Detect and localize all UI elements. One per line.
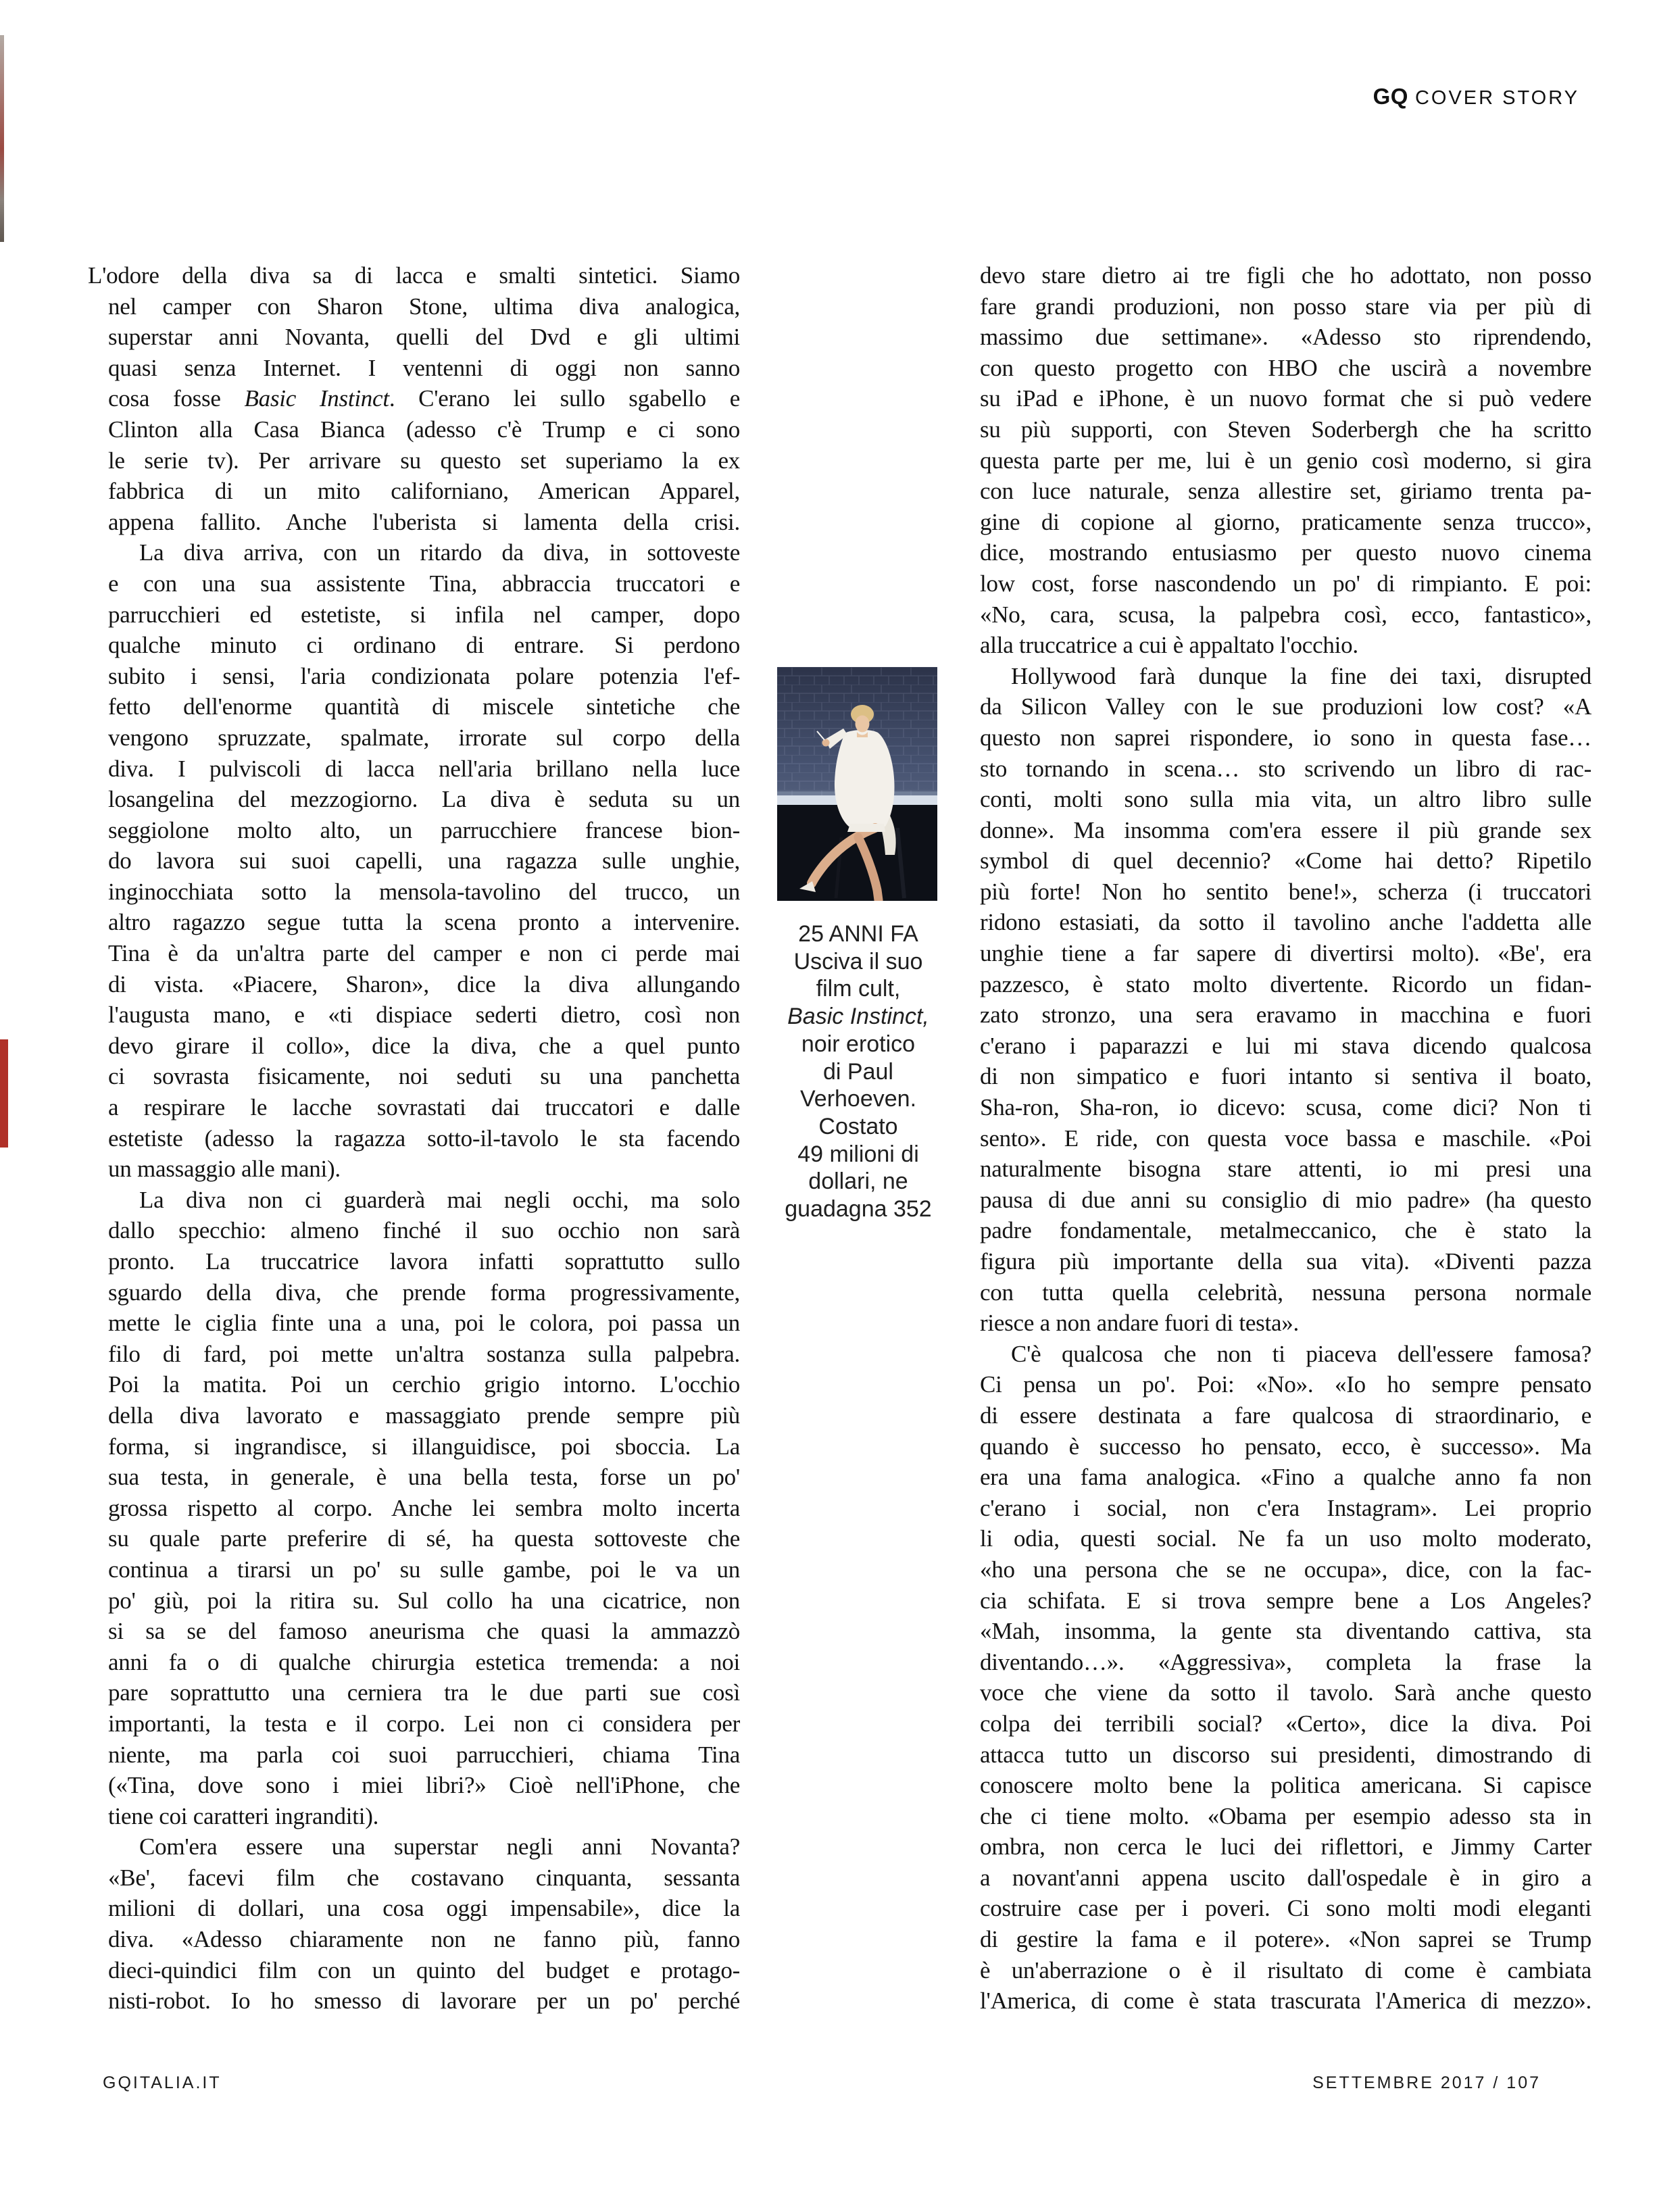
text-line: milioni di dollari, una cosa oggi impensabile», dice la — [108, 1895, 740, 1922]
text-line: estetiste (adesso la ragazza sotto-il-tavolo le sta facendo — [108, 1125, 740, 1152]
text-line: quasi senza Internet. I ventenni di oggi non sanno — [108, 354, 740, 381]
text-line: subito i sensi, l'aria condizionata polare potenzia l'ef- — [108, 662, 740, 689]
text-line: riesce a non andare fuori di testa». — [980, 1310, 1300, 1337]
text-line: ridono estasiati, da sotto il tavolino anche l'addetta alle — [980, 909, 1591, 936]
text-line: massimo due settimane». «Adesso sto riprendendo, — [980, 324, 1591, 351]
text-line: parrucchieri ed estetiste, si infila nel camper, dopo — [108, 601, 740, 628]
text-line: diva. I pulviscoli di lacca nell'aria brillano nella luce — [108, 755, 740, 782]
page-edge-artifact — [0, 35, 4, 242]
text-line: l'America, di come è stata trascurata l'America di mezzo». — [980, 1988, 1591, 2015]
text-line: fabbrica di un mito californiano, American Apparel, — [108, 478, 740, 505]
caption-line: Basic Instinct, — [787, 1004, 929, 1030]
text-line: più forte! Non ho sentito bene!», scherza (i truccatori — [980, 878, 1591, 905]
text-line: costruire case per i poveri. Ci sono molti modi eleganti — [980, 1895, 1591, 1922]
text-line: L'odore della diva sa di lacca e smalti sintetici. Siamo — [88, 262, 740, 289]
text-line: «Be', facevi film che costavano cinquanta, sessanta — [108, 1864, 740, 1891]
text-line: seggiolone molto alto, un parrucchiere francese bion- — [108, 816, 740, 843]
text-line: appena fallito. Anche l'uberista si lamenta della crisi. — [108, 508, 740, 535]
text-line: donne». Ma insomma com'era essere il più grande sex — [980, 816, 1591, 843]
caption-line: Costato — [818, 1113, 898, 1139]
text-line: pazzesco, è stato molto divertente. Ricordo un fidan- — [980, 970, 1591, 997]
text-line: questo non saprei rispondere, io sono in questa fase… — [980, 724, 1591, 751]
text-line: un massaggio alle mani). — [108, 1156, 341, 1183]
text-line: qualche minuto ci ordinano di entrare. Si perdono — [108, 632, 740, 659]
text-line: dice, mostrando entusiasmo per questo nuovo cinema — [980, 539, 1591, 566]
text-line: «Mah, insomma, la gente sta diventando cattiva, sta — [980, 1618, 1591, 1645]
text-line: era una fama analogica. «Fino a qualche anno fa non — [980, 1464, 1591, 1491]
hand — [822, 739, 830, 747]
text-line: cia schifata. E si trova sempre bene a Los Angeles? — [980, 1587, 1591, 1614]
text-line: dieci-quindici film con un quinto del budget e protago- — [108, 1956, 740, 1983]
text-line: è un'aberrazione o è il risultato di come è cambiata — [980, 1956, 1591, 1983]
article-column-left — [88, 260, 740, 2017]
text-line: Com'era essere una superstar negli anni Novanta? — [139, 1833, 740, 1860]
text-line: di vista. «Piacere, Sharon», dice la diva allungando — [108, 970, 740, 997]
caption-line: dollari, ne — [808, 1168, 908, 1195]
caption-line: film cult, — [816, 976, 901, 1002]
text-line: ombra, non cerca le luci dei riflettori, e Jimmy Carter — [980, 1833, 1591, 1860]
text-line: cosa fosse Basic Instinct. C'erano lei sullo sgabello e — [108, 385, 740, 412]
caption-line: 25 ANNI FA — [798, 921, 918, 947]
text-line: gine di copione al giorno, praticamente senza trucco», — [980, 508, 1591, 535]
text-line: a novant'anni appena uscito dall'ospedale è in giro a — [980, 1864, 1591, 1891]
gq-logo: GQ — [1373, 84, 1408, 109]
page-header — [1373, 84, 1579, 111]
text-line: do lavora sui suoi capelli, una ragazza sulle unghie, — [108, 847, 740, 874]
text-line: figura più importante della sua vita). «Diventi pazza — [980, 1248, 1591, 1275]
text-line: unghie tiene a far sapere di divertirsi molto). «Be', era — [980, 940, 1591, 967]
caption-line: Usciva il suo — [793, 948, 923, 975]
text-line: altro ragazzo segue tutta la scena pronto a intervenire. — [108, 909, 740, 936]
text-line: C'è qualcosa che non ti piaceva dell'essere famosa? — [1011, 1340, 1591, 1367]
text-line: sento». E ride, con questa voce bassa e maschile. «Poi — [980, 1125, 1591, 1152]
text-line: pare soprattutto una cerniera tra le due parti sue così — [108, 1679, 740, 1706]
text-line: grossa rispetto al corpo. Anche lei sembra molto incerta — [108, 1494, 740, 1521]
text-line: c'erano i paparazzi e lui mi stava dicendo qualcosa — [980, 1032, 1591, 1059]
text-line: diventando…». «Aggressiva», completa la frase la — [980, 1648, 1591, 1675]
text-line: c'erano i social, non c'era Instagram». Lei proprio — [980, 1494, 1591, 1521]
text-line: forma, si ingrandisce, si illanguidisce, poi sboccia. La — [108, 1433, 740, 1460]
section-title: COVER STORY — [1414, 87, 1579, 109]
text-line: superstar anni Novanta, quelli del Dvd e gli ultimi — [108, 324, 740, 351]
text-line: alla truccatrice a cui è appaltato l'occhio. — [980, 632, 1358, 659]
text-line: pronto. La truccatrice lavora infatti soprattutto sullo — [108, 1248, 740, 1275]
text-line: mette le ciglia finte una a una, poi le colora, poi passa un — [108, 1310, 740, 1337]
text-line: «ho una persona che se ne occupa», dice, con la fac- — [980, 1556, 1591, 1583]
caption-line: Verhoeven. — [799, 1086, 917, 1112]
text-line: naturalmente bisogna stare attenti, io mi presi una — [980, 1156, 1591, 1183]
text-line: fare grandi produzioni, non posso stare via per più di — [980, 293, 1591, 320]
text-line: di non simpatico e fuori intanto si sentiva il boato, — [980, 1063, 1591, 1090]
text-line: si sa se del famoso aneurisma che quasi la ammazzò — [108, 1618, 740, 1645]
text-line: La diva non ci guarderà mai negli occhi, ma solo — [139, 1186, 740, 1213]
text-line: su più supporti, con Steven Soderbergh che ha scritto — [980, 416, 1591, 443]
text-line: niente, ma parla coi suoi parrucchieri, chiama Tina — [108, 1741, 740, 1768]
text-line: con questo progetto con HBO che uscirà a novembre — [980, 354, 1591, 381]
text-line: l'augusta mano, e «ti dispiace sederti dietro, così non — [108, 1002, 740, 1029]
text-line: losangelina del mezzogiorno. La diva è seduta su un — [108, 786, 740, 813]
footer-site-url: GQITALIA.IT — [103, 2073, 222, 2092]
text-line: conoscere molto bene la politica americana. Si capisce — [980, 1772, 1591, 1799]
text-line: padre fondamentale, metalmeccanico, che è stato la — [980, 1217, 1591, 1244]
text-line: tiene coi caratteri ingranditi). — [108, 1802, 379, 1829]
caption-line: guadagna 352 — [785, 1196, 932, 1223]
text-line: le serie tv). Per arrivare su questo set superiamo la ex — [108, 447, 740, 474]
text-line: li odia, questi social. Ne fa un uso molto moderato, — [980, 1525, 1591, 1552]
text-line: di essere destinata a fare qualcosa di straordinario, e — [980, 1402, 1591, 1429]
text-line: attacca tutto un discorso sui presidenti, dimostrando di — [980, 1741, 1591, 1768]
text-line: La diva arriva, con un ritardo da diva, in sottoveste — [139, 539, 740, 566]
text-line: quando è successo ho pensato, ecco, è successo». Ma — [980, 1433, 1591, 1460]
text-line: zato stronzo, una sera eravamo in macchina e fuori — [980, 1002, 1591, 1029]
text-line: ci sovrasta fisicamente, noi seduti su una panchetta — [108, 1063, 740, 1090]
text-line: voce che viene da sotto il tavolo. Sarà anche questo — [980, 1679, 1591, 1706]
text-line: a respirare le lacche sovrastati dai truccatori e dalle — [108, 1094, 740, 1121]
text-line: anni fa o di qualche chirurgia estetica tremenda: a noi — [108, 1648, 740, 1675]
text-line: Tina è da un'altra parte del camper e non ci perde mai — [108, 940, 740, 967]
text-line: diva. «Adesso chiaramente non ne fanno più, fanno — [108, 1926, 740, 1953]
text-line: dallo specchio: almeno finché il suo occhio non sarà — [108, 1217, 740, 1244]
article-column-right — [980, 260, 1591, 2017]
text-line: inginocchiata sotto la mensola-tavolino del trucco, un — [108, 878, 740, 905]
text-line: sua testa, in generale, è una bella testa, forse un po' — [108, 1464, 740, 1491]
text-line: con luce naturale, senza allestire set, giriamo trenta pa- — [980, 478, 1591, 505]
text-line: e con una sua assistente Tina, abbraccia truccatori e — [108, 570, 740, 597]
photo-caption — [747, 920, 970, 1223]
caption-line: di Paul — [823, 1058, 893, 1085]
text-line: Clinton alla Casa Bianca (adesso c'è Trump e ci sono — [108, 416, 740, 443]
text-line: vengono spruzzate, spalmate, irrorate sul corpo della — [108, 724, 740, 751]
text-line: su iPad e iPhone, è un nuovo format che si può vedere — [980, 385, 1591, 412]
text-line: su quale parte preferire di sé, ha questa sottoveste che — [108, 1525, 740, 1552]
text-line: filo di fard, poi mette un'altra sostanza sulla palpebra. — [108, 1340, 740, 1367]
text-line: pausa di due anni su consiglio di mio padre» (ha questo — [980, 1186, 1591, 1213]
text-line: sto tornando in scena… sto scrivendo un libro di rac- — [980, 755, 1591, 782]
text-line: della diva lavorato e massaggiato prende sempre più — [108, 1402, 740, 1429]
text-line: devo girare il collo», dice la diva, che a quel punto — [108, 1032, 740, 1059]
text-line: di gestire la fama e il potere». «Non saprei se Trump — [980, 1926, 1591, 1953]
text-line: («Tina, dove sono i miei libri?» Cioè nell'iPhone, che — [108, 1772, 740, 1799]
text-line: continua a tirarsi un po' su sulle gambe, poi le va un — [108, 1556, 740, 1583]
text-line: Hollywood farà dunque la fine dei taxi, disrupted — [1011, 662, 1591, 689]
text-line: low cost, forse nascondendo un po' di rimpianto. E poi: — [980, 570, 1591, 597]
text-line: che ci tiene molto. «Obama per esempio adesso sta in — [980, 1802, 1591, 1829]
text-line: devo stare dietro ai tre figli che ho adottato, non posso — [980, 262, 1591, 289]
red-margin-bar — [0, 1039, 8, 1148]
text-line: «No, cara, scusa, la palpebra così, ecco, fantastico», — [980, 601, 1591, 628]
text-line: conti, molti sono sulla mia vita, un altro libro sulle — [980, 786, 1591, 813]
text-line: Poi la matita. Poi un cerchio grigio intorno. L'occhio — [108, 1371, 740, 1398]
text-line: nisti-robot. Io ho smesso di lavorare per un po' perché — [108, 1988, 740, 2015]
caption-line: noir erotico — [801, 1031, 916, 1057]
text-line: importanti, la testa e il corpo. Lei non ci considera per — [108, 1710, 740, 1737]
text-line: Sha-ron, Sha-ron, io dicevo: scusa, come dici? Non ti — [980, 1094, 1591, 1121]
text-line: Ci pensa un po'. Poi: «No». «Io ho sempre pensato — [980, 1371, 1591, 1398]
text-line: fetto dell'enorme quantità di miscele sintetiche che — [108, 693, 740, 720]
text-line: con tutta quella celebrità, nessuna persona normale — [980, 1279, 1591, 1306]
text-line: questa parte per me, lui è un genio così moderno, si gira — [980, 447, 1591, 474]
footer-issue-page: SETTEMBRE 2017 / 107 — [1312, 2073, 1541, 2092]
text-line: po' giù, poi la ritira su. Sul collo ha una cicatrice, non — [108, 1587, 740, 1614]
text-line: colpa dei terribili social? «Certo», dice la diva. Poi — [980, 1710, 1591, 1737]
basic-instinct-photo — [777, 667, 937, 901]
white-coat — [835, 730, 895, 827]
text-line: symbol di quel decennio? «Come hai detto? Ripetilo — [980, 847, 1591, 874]
text-line: nel camper con Sharon Stone, ultima diva analogica, — [108, 293, 740, 320]
text-line: sguardo della diva, che prende forma progressivamente, — [108, 1279, 740, 1306]
face — [856, 716, 870, 733]
text-line: da Silicon Valley con le sue produzioni low cost? «A — [980, 693, 1591, 720]
caption-line: 49 milioni di — [797, 1141, 919, 1167]
